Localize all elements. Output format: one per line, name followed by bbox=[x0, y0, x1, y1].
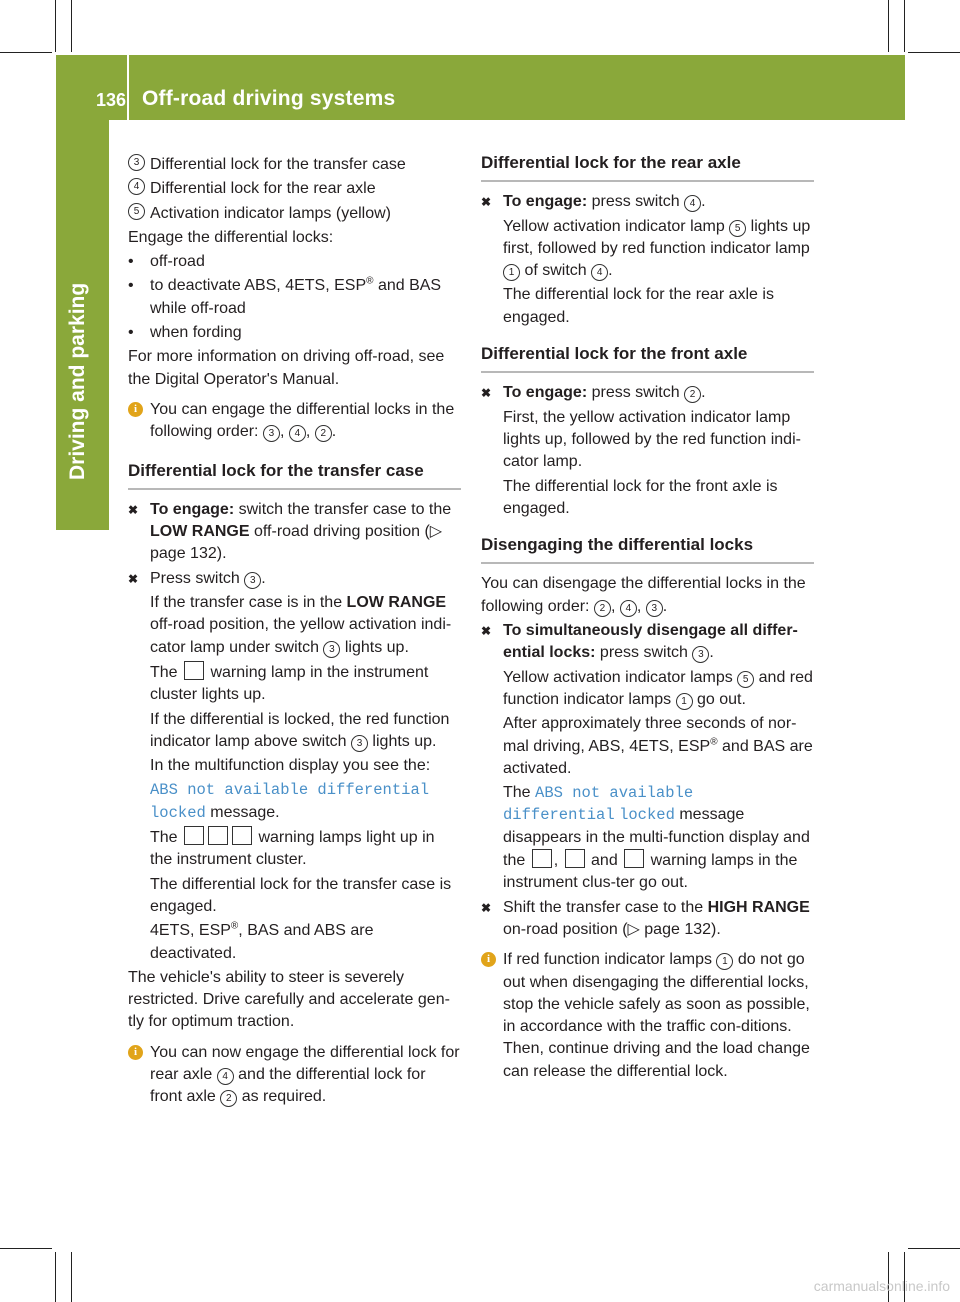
bullet-item: • to deactivate ABS, 4ETS, ESP® and BAS while off-road bbox=[128, 276, 442, 317]
crop-mark bbox=[55, 0, 56, 52]
bullet-item: • off-road bbox=[128, 251, 461, 273]
info-icon: i bbox=[128, 1045, 143, 1060]
info-icon: i bbox=[128, 402, 143, 417]
diff-lock-warning-icon bbox=[532, 849, 552, 868]
arrow-icon: ✖ bbox=[128, 502, 139, 517]
crop-mark bbox=[888, 0, 889, 52]
paragraph: If the differential is locked, the red function indicator lamp above switch 3 lights up. bbox=[150, 710, 450, 750]
step-item: ✖ Press switch 3 . bbox=[128, 568, 461, 590]
esp-warning-icon bbox=[232, 826, 252, 845]
crop-mark bbox=[904, 0, 905, 52]
list-item: 4 Differential lock for the rear axle bbox=[128, 178, 461, 200]
info-note: i If red function indicator lamps 1 do not go out when disengaging the differential locks, stop the vehicle safely as soon as possible, in accordance with the traffic con-ditions. Then, continue driving and the load change can release the differential lock. bbox=[481, 949, 814, 1083]
paragraph: Yellow activation indicator lamps 5 and red function indicator lamps 1 go out. bbox=[503, 668, 813, 708]
list-item: 5 Activation indicator lamps (yellow) bbox=[128, 203, 461, 225]
header-divider bbox=[127, 55, 129, 120]
section-heading: Disengaging the differential locks bbox=[481, 534, 814, 564]
paragraph: Yellow activation indicator lamp 5 lights up first, followed by red function indicator lamp 1 of switch 4 . bbox=[503, 217, 811, 280]
bullet-icon: • bbox=[128, 253, 134, 271]
paragraph: The warning lamps light up in the instrument cluster. bbox=[128, 826, 461, 872]
step-item: ✖ Shift the transfer case to the HIGH RANGE on-road position (▷ page 132). bbox=[481, 898, 810, 938]
bullet-item: • when fording bbox=[128, 322, 461, 344]
crop-mark bbox=[55, 1252, 56, 1302]
section-heading: Differential lock for the rear axle bbox=[481, 152, 814, 182]
arrow-icon: ✖ bbox=[481, 624, 492, 639]
paragraph: You can disengage the differential locks in the following order: 2 , 4 , 3 . bbox=[481, 575, 806, 615]
crop-mark bbox=[0, 1248, 52, 1249]
paragraph: The warning lamp in the instrument cluster lights up. bbox=[128, 661, 461, 707]
abs-warning-icon bbox=[565, 849, 585, 868]
arrow-icon: ✖ bbox=[481, 386, 492, 401]
paragraph: First, the yellow activation indicator lamp lights up, followed by the red function indi-cator lamp. bbox=[503, 408, 801, 471]
arrow-icon: ✖ bbox=[481, 195, 492, 210]
paragraph: In the multifunction display you see the: bbox=[150, 757, 431, 775]
more-info: For more information on driving off-road, see the Digital Operator's Manual. bbox=[128, 348, 445, 388]
paragraph: If the transfer case is in the LOW RANGE off-road position, the yellow activation indi-cator lamp under switch 3 lights up. bbox=[150, 594, 452, 656]
arrow-icon: ✖ bbox=[128, 571, 139, 586]
page-ref-icon: ▷ bbox=[627, 920, 640, 938]
list-item: 3 Differential lock for the transfer case bbox=[128, 154, 461, 176]
page-header bbox=[56, 55, 905, 120]
ability-warning: The vehicle's ability to steer is severely restricted. Drive carefully and accelerate gen-tly for optimum traction. bbox=[128, 968, 450, 1031]
crop-mark bbox=[904, 1252, 905, 1302]
arrow-icon: ✖ bbox=[481, 900, 492, 915]
crop-mark bbox=[908, 52, 960, 53]
step-item: ✖ To engage: press switch 4 . bbox=[481, 191, 814, 213]
paragraph: The differential lock for the transfer case is engaged. bbox=[150, 875, 452, 915]
crop-mark bbox=[71, 1252, 72, 1302]
left-column bbox=[128, 152, 461, 1111]
step-item: ✖ To simultaneously disengage all differ-ential locks: press switch 3 . bbox=[481, 622, 798, 662]
diff-lock-warning-icon bbox=[184, 826, 204, 845]
engage-intro: Engage the differential locks: bbox=[128, 228, 334, 246]
bullet-icon: • bbox=[128, 277, 134, 295]
paragraph: The differential lock for the rear axle is engaged. bbox=[503, 286, 774, 326]
crop-mark bbox=[908, 1248, 960, 1249]
info-icon: i bbox=[481, 952, 496, 967]
step-item: ✖ To engage: switch the transfer case to the LOW RANGE off-road driving position (▷ page 132). bbox=[128, 500, 452, 563]
paragraph: 4ETS, ESP®, BAS and ABS are deactivated. bbox=[150, 920, 374, 962]
page-title: Off-road driving systems bbox=[142, 87, 396, 110]
diff-lock-warning-icon bbox=[184, 661, 204, 680]
page-ref-icon: ▷ bbox=[429, 523, 443, 541]
paragraph: The differential lock for the front axle is engaged. bbox=[503, 477, 778, 517]
esp-warning-icon bbox=[624, 849, 644, 868]
abs-warning-icon bbox=[208, 826, 228, 845]
bullet-icon: • bbox=[128, 324, 134, 342]
crop-mark bbox=[71, 0, 72, 52]
watermark: carmanualsonline.info bbox=[813, 1278, 950, 1294]
page-number: 136 bbox=[95, 90, 126, 110]
crop-mark bbox=[888, 1252, 889, 1302]
info-note: i You can now engage the differential lock for rear axle 4 and the differential lock for front axle 2 as required. bbox=[128, 1042, 461, 1109]
section-heading: Differential lock for the transfer case bbox=[128, 460, 461, 490]
right-column bbox=[481, 152, 814, 1085]
section-heading: Differential lock for the front axle bbox=[481, 343, 814, 373]
display-message: ABS not available differential locked message. bbox=[150, 781, 430, 822]
info-note: i You can engage the differential locks in the following order: 3 , 4 , 2 . bbox=[128, 399, 461, 444]
crop-mark bbox=[0, 52, 52, 53]
paragraph: After approximately three seconds of nor-mal driving, ABS, 4ETS, ESP® and BAS are activated. bbox=[503, 715, 813, 777]
sidebar-label: Driving and parking bbox=[66, 282, 89, 480]
sidebar-tab bbox=[56, 120, 109, 530]
step-item: ✖ To engage: press switch 2 . bbox=[481, 382, 814, 404]
paragraph: The ABS not available differential locked message disappears in the multi-function display and the , and warning lamps in the instrument clus-ter go out. bbox=[503, 784, 810, 892]
